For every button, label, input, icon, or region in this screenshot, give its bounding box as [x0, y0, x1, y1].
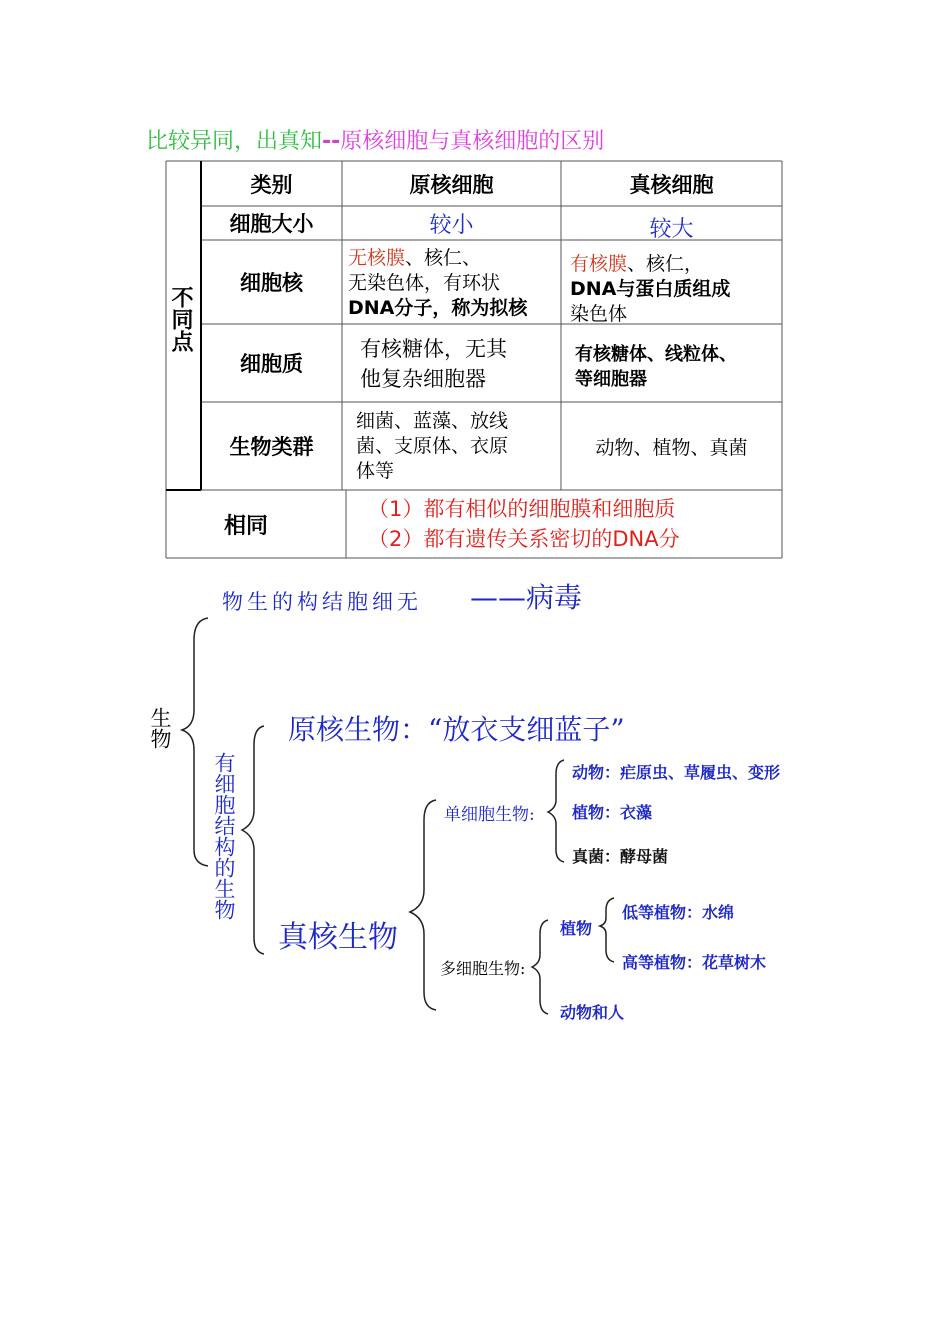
- tree-virus: ——病毒: [470, 581, 583, 614]
- tree-unicellular: 单细胞生物:: [444, 805, 535, 825]
- tree-prokaryote: 原核生物：“放衣支细蓝子”: [288, 713, 625, 746]
- same-line-1: （1）都有相似的细胞膜和细胞质: [368, 497, 676, 521]
- tree-uni-fungi: 真菌：酵母菌: [572, 847, 669, 866]
- same-label: 相同: [223, 513, 268, 539]
- header-prokaryotic: 原核细胞: [409, 172, 494, 197]
- tree-lower-plant: 低等植物：水绵: [622, 903, 735, 922]
- tree-eukaryote: 真核生物: [278, 920, 398, 955]
- euk-cytoplasm: 有核糖体、线粒体、 等细胞器: [575, 344, 737, 390]
- tree-root: 生物: [148, 707, 172, 749]
- header-eukaryotic: 真核细胞: [629, 172, 714, 197]
- pro-cytoplasm: 有核糖体，无其 他复杂细胞器: [360, 337, 507, 391]
- tree-multicellular: 多细胞生物:: [440, 959, 526, 978]
- euk-nucleus: 有核膜、核仁， DNA与蛋白质组成 染色体: [570, 253, 731, 325]
- title-part1: 比较异同，出真知: [146, 129, 323, 154]
- tree-has-cell: 有细胞结构的生物: [212, 752, 236, 920]
- euk-organisms: 动物、植物、真菌: [595, 436, 748, 459]
- tree-no-cell: 物生的构结胞细无: [222, 590, 422, 614]
- tree-higher-plant: 高等植物：花草树木: [622, 953, 767, 972]
- pro-size: 较小: [429, 212, 474, 238]
- tree-animals-humans: 动物和人: [560, 1003, 625, 1022]
- row-label-organisms: 生物类群: [229, 435, 314, 459]
- row-label-nucleus: 细胞核: [240, 271, 303, 295]
- euk-has-membrane: 有核膜: [570, 253, 628, 275]
- title-part3: 原核细胞与真核细胞的区别: [340, 129, 605, 154]
- tree-multi-plant: 植物: [560, 919, 593, 938]
- title-part2: --: [322, 129, 341, 154]
- diff-label: 不同点: [168, 286, 193, 352]
- pro-no-membrane: 无核膜: [348, 247, 406, 269]
- euk-size: 较大: [649, 216, 694, 242]
- row-label-size: 细胞大小: [229, 212, 314, 236]
- tree-uni-animal: 动物：疟原虫、草履虫、变形: [572, 763, 781, 782]
- pro-nucleus: 无核膜、核仁、 无染色体，有环状 DNA分子，称为拟核: [348, 247, 528, 319]
- pro-organisms: 细菌、蓝藻、放线 菌、支原体、衣原 体等: [356, 410, 509, 482]
- same-line-2: （2）都有遗传关系密切的DNA分: [368, 527, 680, 551]
- same-content: [368, 494, 780, 554]
- tree-uni-plant: 植物：衣藻: [572, 803, 653, 822]
- header-category: 类别: [250, 172, 293, 197]
- row-label-cytoplasm: 细胞质: [240, 352, 303, 376]
